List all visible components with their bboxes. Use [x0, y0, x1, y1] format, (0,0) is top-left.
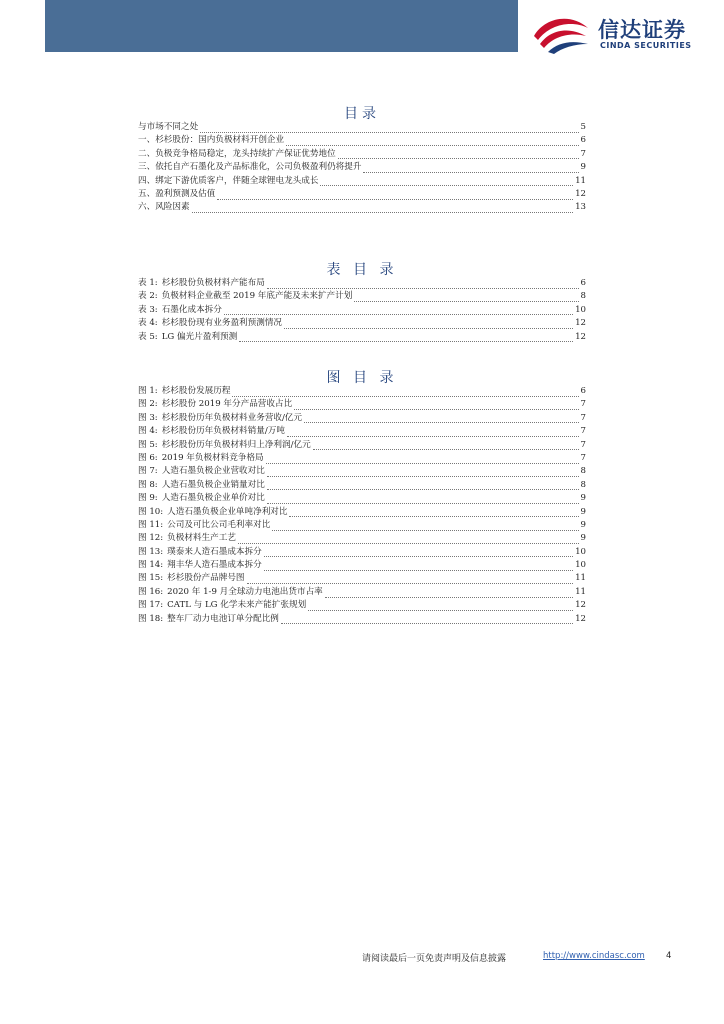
table-list-entry-page: 12 — [575, 331, 586, 342]
figure-list-entry-page: 10 — [575, 546, 586, 557]
figure-list-entry-label: 翔丰华人造石墨成本拆分 — [167, 560, 262, 571]
figure-list-entry-label: 负极材料生产工艺 — [167, 533, 236, 544]
footer-disclaimer: 请阅读最后一页免责声明及信息披露 — [362, 954, 507, 964]
figure-list-entry-leader — [325, 588, 573, 598]
figure-list-entry-label: 杉杉股份历年负极材料销量/万吨 — [161, 426, 285, 437]
table-list-entry[interactable] — [138, 290, 586, 303]
figure-list-entry-page: 7 — [580, 426, 586, 437]
table-list-entry-page: 12 — [575, 318, 586, 329]
figure-list-entry[interactable] — [138, 506, 586, 519]
figure-list-entry-page: 12 — [575, 600, 586, 611]
figure-list-entry[interactable] — [138, 439, 586, 452]
table-list-entry-number: 表 5: — [138, 331, 158, 342]
figure-list-entry-number: 图 9: — [138, 493, 158, 504]
figure-list-entry-leader — [267, 467, 579, 477]
figure-list-entry-page: 7 — [580, 412, 586, 423]
figure-list-entry-leader — [232, 387, 578, 397]
table-list-entry-page: 8 — [580, 291, 586, 302]
table-list-entry-label: 杉杉股份负极材料产能布局 — [161, 277, 265, 288]
contents-entry-label: 一、杉杉股份：国内负极材料开创企业 — [138, 135, 285, 146]
contents-entry-label: 五、盈利预测及估值 — [138, 188, 216, 199]
contents-entry-page: 9 — [580, 162, 586, 173]
figure-list-entry-label: 人造石墨负极企业单吨净利对比 — [167, 506, 288, 517]
figure-list-entry-number: 图 10: — [138, 506, 164, 517]
figure-list-entry-leader — [267, 480, 579, 490]
figure-list-entry-label: 人造石墨负极企业单价对比 — [161, 493, 265, 504]
table-list-entry-leader — [354, 292, 578, 302]
logo-english-name: CINDA SECURITIES — [600, 41, 692, 50]
contents-entry-page: 13 — [575, 202, 586, 213]
table-list-entry-leader — [224, 305, 573, 315]
figure-list-entry-label: 公司及可比公司毛利率对比 — [167, 519, 271, 530]
figure-list-entry-number: 图 16: — [138, 586, 164, 597]
figure-list-entry-leader — [304, 413, 578, 423]
figure-list-entry-label: 杉杉股份 2019 年分产品营收占比 — [161, 399, 293, 410]
figure-list-entry-leader — [294, 400, 578, 410]
table-list-entry[interactable] — [138, 277, 586, 290]
contents-entry-label: 四、绑定下游优质客户，伴随全球锂电龙头成长 — [138, 175, 319, 186]
figure-list-entry-leader — [264, 547, 573, 557]
figure-list-entry-number: 图 3: — [138, 412, 158, 423]
contents-entry[interactable] — [138, 134, 586, 147]
contents-list — [138, 121, 586, 215]
figure-list-entry[interactable] — [138, 519, 586, 532]
footer-website-link[interactable]: http://www.cindasc.com — [543, 951, 645, 961]
contents-entry-leader — [192, 203, 573, 213]
contents-entry-leader — [286, 136, 578, 146]
figure-list-entry-label: 杉杉股份产品牌号图 — [167, 573, 245, 584]
table-list-entry-number: 表 3: — [138, 304, 158, 315]
figure-list-entry-number: 图 2: — [138, 399, 158, 410]
contents-entry-page: 5 — [580, 121, 586, 132]
contents-title: 目录 — [344, 106, 380, 122]
figure-list-entry-label: 人造石墨负极企业销量对比 — [161, 479, 265, 490]
table-list-entry-label: 杉杉股份现有业务盈利预测情况 — [161, 318, 283, 329]
figure-list-entry-page: 9 — [580, 533, 586, 544]
figure-list-entry-page: 9 — [580, 493, 586, 504]
contents-entry-label: 二、负极竞争格局稳定，龙头持续扩产保证优势地位 — [138, 148, 336, 159]
table-list-entry[interactable] — [138, 304, 586, 317]
table-list-entry-leader — [267, 279, 579, 289]
figure-list-entry-number: 图 7: — [138, 466, 158, 477]
table-list-entry-leader — [284, 319, 573, 329]
figure-list-entry-label: 杉杉股份历年负极材料业务营收/亿元 — [161, 412, 303, 423]
contents-entry-page: 11 — [575, 175, 586, 186]
figure-list-entry[interactable] — [138, 572, 586, 585]
logo-chinese-name: 信达证券 — [598, 18, 686, 42]
figure-list-entry-number: 图 8: — [138, 479, 158, 490]
figure-list-entry-label: 杉杉股份历年负极材料归上净利润/亿元 — [161, 439, 311, 450]
figure-list-entry-leader — [287, 427, 579, 437]
contents-entry[interactable] — [138, 201, 586, 214]
contents-entry[interactable] — [138, 161, 586, 174]
figure-list-entry-number: 图 1: — [138, 385, 158, 396]
tables-title: 表 目 录 — [326, 262, 398, 278]
header-bar — [45, 0, 518, 52]
contents-entry[interactable] — [138, 148, 586, 161]
figure-list-entry-page: 8 — [580, 466, 586, 477]
contents-entry-leader — [320, 176, 573, 186]
figure-list-entry-page: 11 — [575, 573, 586, 584]
figure-list-entry-leader — [267, 494, 579, 504]
table-list-entry-label: 负极材料企业截至 2019 年底产能及未来扩产计划 — [161, 291, 353, 302]
figure-list-entry-number: 图 4: — [138, 426, 158, 437]
figure-list-entry-page: 7 — [580, 399, 586, 410]
figure-list-entry[interactable] — [138, 412, 586, 425]
figure-list-entry-page: 6 — [580, 385, 586, 396]
table-list-entry[interactable] — [138, 331, 586, 344]
contents-entry-leader — [200, 123, 578, 133]
cinda-logo — [530, 14, 700, 54]
figures-list — [138, 385, 586, 626]
figure-list-entry[interactable] — [138, 465, 586, 478]
figure-list-entry-leader — [281, 614, 573, 624]
contents-entry[interactable] — [138, 175, 586, 188]
figure-list-entry[interactable] — [138, 532, 586, 545]
table-list-entry-number: 表 1: — [138, 277, 158, 288]
figure-list-entry-label: CATL 与 LG 化学未来产能扩张规划 — [167, 600, 307, 611]
figure-list-entry-number: 图 13: — [138, 546, 164, 557]
figure-list-entry-page: 12 — [575, 613, 586, 624]
figure-list-entry[interactable] — [138, 546, 586, 559]
contents-entry[interactable] — [138, 121, 586, 134]
table-list-entry-label: 石墨化成本拆分 — [161, 304, 222, 315]
figure-list-entry-page: 8 — [580, 479, 586, 490]
figure-list-entry-number: 图 12: — [138, 533, 164, 544]
contents-entry-page: 7 — [580, 148, 586, 159]
figure-list-entry-leader — [238, 534, 579, 544]
figure-list-entry-leader — [313, 440, 579, 450]
table-list-entry-leader — [239, 332, 573, 342]
contents-entry[interactable] — [138, 188, 586, 201]
figure-list-entry-number: 图 15: — [138, 573, 164, 584]
figure-list-entry[interactable] — [138, 479, 586, 492]
figure-list-entry-number: 图 6: — [138, 452, 158, 463]
figure-list-entry-label: 人造石墨负极企业营收对比 — [161, 466, 265, 477]
figure-list-entry-label: 2019 年负极材料竞争格局 — [161, 452, 264, 463]
table-list-entry[interactable] — [138, 317, 586, 330]
figure-list-entry[interactable] — [138, 599, 586, 612]
figure-list-entry-page: 7 — [580, 452, 586, 463]
figure-list-entry-label: 整车厂动力电池订单分配比例 — [167, 613, 279, 624]
contents-entry-label: 与市场不同之处 — [138, 121, 199, 132]
contents-entry-leader — [338, 149, 579, 159]
contents-entry-page: 12 — [575, 188, 586, 199]
figure-list-entry[interactable] — [138, 559, 586, 572]
figure-list-entry-page: 11 — [575, 586, 586, 597]
figure-list-entry-leader — [289, 507, 578, 517]
figure-list-entry-page: 9 — [580, 506, 586, 517]
figure-list-entry[interactable] — [138, 613, 586, 626]
table-list-entry-page: 6 — [580, 277, 586, 288]
footer-page-number: 4 — [666, 951, 672, 961]
tables-list — [138, 277, 586, 344]
figure-list-entry-number: 图 14: — [138, 560, 164, 571]
table-list-entry-label: LG 偏光片盈利预测 — [161, 331, 238, 342]
figure-list-entry-leader — [272, 521, 578, 531]
table-list-entry-number: 表 4: — [138, 318, 158, 329]
table-list-entry-page: 10 — [575, 304, 586, 315]
contents-entry-label: 三、依托自产石墨化及产品标准化，公司负极盈利仍将提升 — [138, 162, 362, 173]
contents-entry-leader — [363, 163, 578, 173]
figure-list-entry[interactable] — [138, 586, 586, 599]
figure-list-entry-leader — [264, 561, 573, 571]
figure-list-entry-number: 图 18: — [138, 613, 164, 624]
figure-list-entry[interactable] — [138, 452, 586, 465]
figure-list-entry-label: 璞泰来人造石墨成本拆分 — [167, 546, 262, 557]
figure-list-entry-number: 图 17: — [138, 600, 164, 611]
figure-list-entry-leader — [247, 574, 574, 584]
figure-list-entry-label: 杉杉股份发展历程 — [161, 385, 231, 396]
figure-list-entry[interactable] — [138, 385, 586, 398]
figures-title: 图 目 录 — [326, 370, 398, 386]
figure-list-entry[interactable] — [138, 398, 586, 411]
figure-list-entry[interactable] — [138, 425, 586, 438]
figure-list-entry-page: 7 — [580, 439, 586, 450]
figure-list-entry-number: 图 11: — [138, 519, 164, 530]
contents-entry-page: 6 — [580, 135, 586, 146]
figure-list-entry-page: 10 — [575, 560, 586, 571]
figure-list-entry[interactable] — [138, 492, 586, 505]
contents-entry-leader — [217, 190, 573, 200]
figure-list-entry-leader — [266, 454, 579, 464]
cinda-logo-icon — [530, 14, 592, 54]
figure-list-entry-leader — [308, 601, 573, 611]
figure-list-entry-label: 2020 年 1-9 月全球动力电池出货市占率 — [167, 586, 323, 597]
figure-list-entry-page: 9 — [580, 519, 586, 530]
contents-entry-label: 六、风险因素 — [138, 202, 190, 213]
table-list-entry-number: 表 2: — [138, 291, 158, 302]
figure-list-entry-number: 图 5: — [138, 439, 158, 450]
